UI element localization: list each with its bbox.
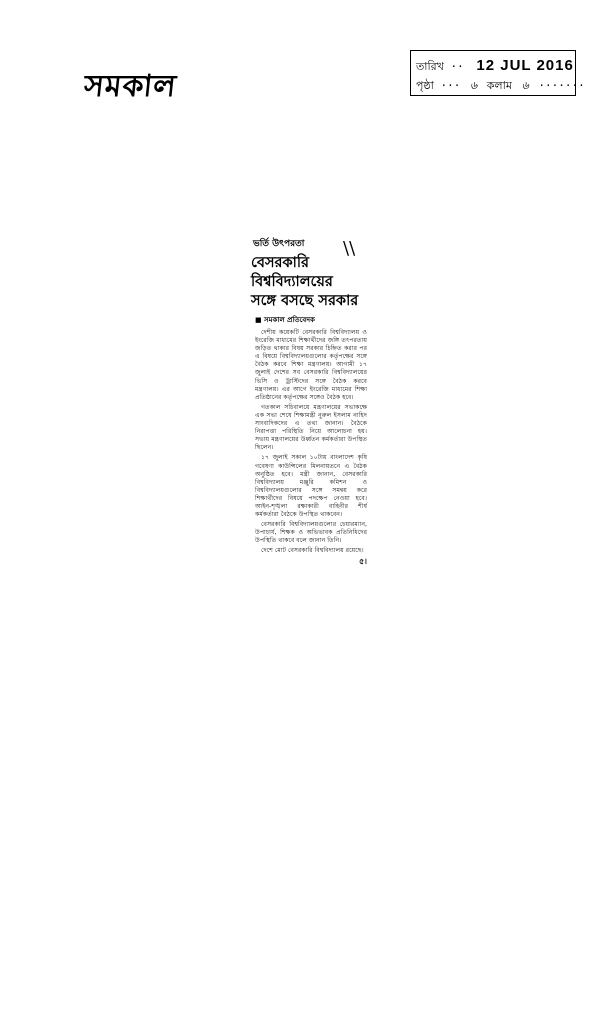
margin-pencil-mark: \\ (343, 238, 356, 259)
news-clipping (245, 236, 365, 566)
stamp-date-label: তারিখ (416, 60, 444, 73)
article-kicker: ভর্তি উৎপরতা (253, 239, 305, 249)
stamp-page-row: পৃষ্ঠা ··· ৬ কলাম ৬ ······· (416, 79, 585, 92)
stamp-date-value: 12 JUL 2016 (476, 57, 574, 74)
stamp-page-label: পৃষ্ঠা (416, 79, 434, 92)
clipping-date-stamp (410, 50, 585, 96)
article-paragraph: বেসরকারি বিশ্ববিদ্যালয়গুলোর চেয়ারম্যান, উপাচার্য, শিক্ষক ও অভিভাবক প্রতিনিধিদের উপস্থিতি থাকবে বলে জানান তিনি। (255, 521, 367, 545)
article-paragraph: দেশীয় কয়েকটি বেসরকারি বিশ্ববিদ্যালয় ও ইংরেজি মাধ্যমের শিক্ষার্থীদের জঙ্গি তৎপরতায় জড়িত থাকার বিষয় সরকার চিহ্নিত করার পর এ বিষয়ে বিশ্ববিদ্যালয়গুলোর কর্তৃপক্ষের সঙ্গে বৈঠক করবে শিক্ষা মন্ত্রণালয়। আগামী ১৭ জুলাই দেশের সব বেসরকারি বিশ্ববিদ্যালয়ের ভিসি ও ট্রাস্টিদের সঙ্গে বৈঠক করবে মন্ত্রণালয়। এর আগে ইংরেজি মাধ্যমের শিক্ষা প্রতিষ্ঠানের কর্তৃপক্ষের সঙ্গেও বৈঠক হবে। (255, 329, 367, 401)
headline-line: সঙ্গে বসছে সরকার (251, 292, 359, 309)
article-body (255, 329, 367, 566)
stamp-column-label: কলাম (486, 79, 512, 92)
article-byline: ■ সমকাল প্রতিবেদক (255, 316, 315, 324)
headline-line: বেসরকারি (251, 254, 309, 271)
article-headline (251, 253, 365, 310)
headline-line: বিশ্ববিদ্যালয়ের (251, 273, 333, 290)
article-paragraph: গতকাল সচিবালয়ে মন্ত্রণালয়ের সভাকক্ষে এক সভা শেষে শিক্ষামন্ত্রী নুরুল ইসলাম নাহিদ সাংবাদিকদের এ তথ্য জানান। বৈঠকে নিরাপত্তা পরিস্থিতি নিয়ে আলোচনা হয়। সভায় মন্ত্রণালয়ের উর্ধ্বতন কর্মকর্তারা উপস্থিত ছিলেন। (255, 403, 367, 452)
stamp-column-value: ৬ (521, 79, 529, 92)
article-end-mark: ৫। (358, 556, 367, 566)
article-paragraph: ১৭ জুলাই সকাল ১০টায় বাংলাদেশ কৃষি গবেষণা কাউন্সিলের মিলনায়তনে এ বৈঠক অনুষ্ঠিত হবে। মন্ত্রী জানান, বেসরকারি বিশ্ববিদ্যালয় মঞ্জুরি কমিশন ও বিশ্ববিদ্যালয়গুলোর সঙ্গে সমন্বয় করে শিক্ষার্থীদের বিষয়ে পদক্ষেপ নেওয়া হবে। আইন-শৃঙ্খলা রক্ষাকারী বাহিনীর শীর্ষ কর্মকর্তারা বৈঠকে উপস্থিত থাকবেন। (255, 454, 367, 519)
stamp-date-row: তারিখ ·· 12 JUL 2016 (416, 57, 574, 74)
article-paragraph: দেশে মোট বেসরকারি বিশ্ববিদ্যালয় রয়েছে। (261, 547, 364, 555)
newspaper-masthead: সমকাল (82, 69, 179, 104)
stamp-page-value: ৬ (469, 79, 478, 92)
